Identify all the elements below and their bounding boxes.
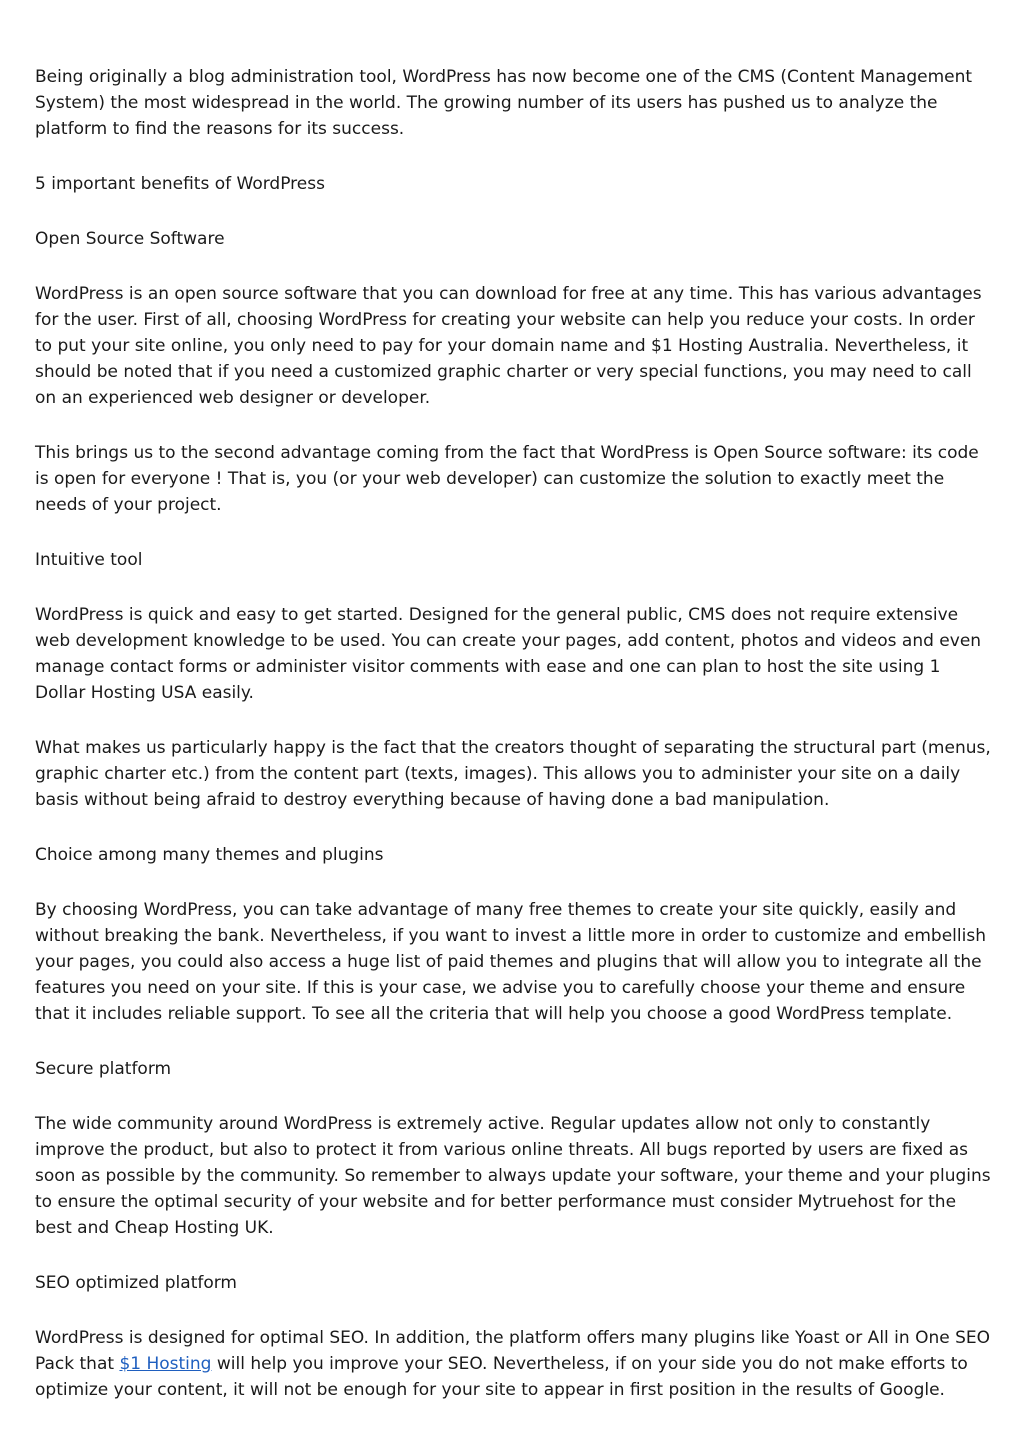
open-source-paragraph-2: This brings us to the second advantage coming from the fact that WordPress is Open Source software: its code is open for everyone ! That is, you (or your web developer) can customize the solution to exactly meet the needs of your project. [35,443,979,515]
seo-text-after-link: will help you improve your SEO. Nevertheless, if on your side you do not make efforts to optimize your content, it will not be enough for your site to appear in first position in the results of Google. [35,1354,968,1400]
hosting-link[interactable]: $1 Hosting [119,1354,212,1374]
seo-text-before-link: WordPress is designed for optimal SEO. In addition, the platform offers many plugins like Yoast or All in One SEO Pack that [35,1328,990,1374]
benefits-title: 5 important benefits of WordPress [35,174,325,194]
open-source-paragraph-1: WordPress is an open source software that you can download for free at any time. This has various advantages for the user. First of all, choosing WordPress for creating your website can help you reduce your costs. In order to put your site online, you only need to pay for your domain name and $1 Hosting Australia. Nevertheless, it should be noted that if you need a customized graphic charter or very special functions, you may need to call on an experienced web designer or developer. [35,284,982,408]
secure-platform-paragraph: The wide community around WordPress is extremely active. Regular updates allow not only to constantly improve the product, but also to protect it from various online threats. All bugs reported by users are fixed as soon as possible by the community. So remember to always update your software, your theme and your plugins to ensure the optimal security of your website and for better performance must consider Mytruehost for the best and Cheap Hosting UK. [35,1114,991,1238]
section-heading-themes-plugins: Choice among many themes and plugins [35,845,384,865]
section-heading-intuitive-tool: Intuitive tool [35,550,143,570]
section-heading-seo-platform: SEO optimized platform [35,1273,237,1293]
intuitive-tool-paragraph-1: WordPress is quick and easy to get started. Designed for the general public, CMS does not require extensive web development knowledge to be used. You can create your pages, add content, photos and videos and even manage contact forms or administer visitor comments with ease and one can plan to host the site using 1 Dollar Hosting USA easily. [35,605,982,703]
intuitive-tool-paragraph-2: What makes us particularly happy is the fact that the creators thought of separating the structural part (menus, graphic charter etc.) from the content part (texts, images). This allows you to administer your site on a daily basis without being afraid to destroy everything because of having done a bad manipulation. [35,738,991,810]
document-body [35,64,995,1432]
themes-plugins-paragraph: By choosing WordPress, you can take advantage of many free themes to create your site quickly, easily and without breaking the bank. Nevertheless, if you want to invest a little more in order to customize and embellish your pages, you could also access a huge list of paid themes and plugins that will allow you to integrate all the features you need on your site. If this is your case, we advise you to carefully choose your theme and ensure that it includes reliable support. To see all the criteria that will help you choose a good WordPress template. [35,900,986,1024]
section-heading-secure-platform: Secure platform [35,1059,172,1079]
section-heading-open-source: Open Source Software [35,229,225,249]
intro-paragraph: Being originally a blog administration tool, WordPress has now become one of the CMS (Content Management System) the most widespread in the world. The growing number of its users has pushed us to analyze the platform to find the reasons for its success. [35,67,973,139]
seo-platform-paragraph [35,1325,995,1403]
